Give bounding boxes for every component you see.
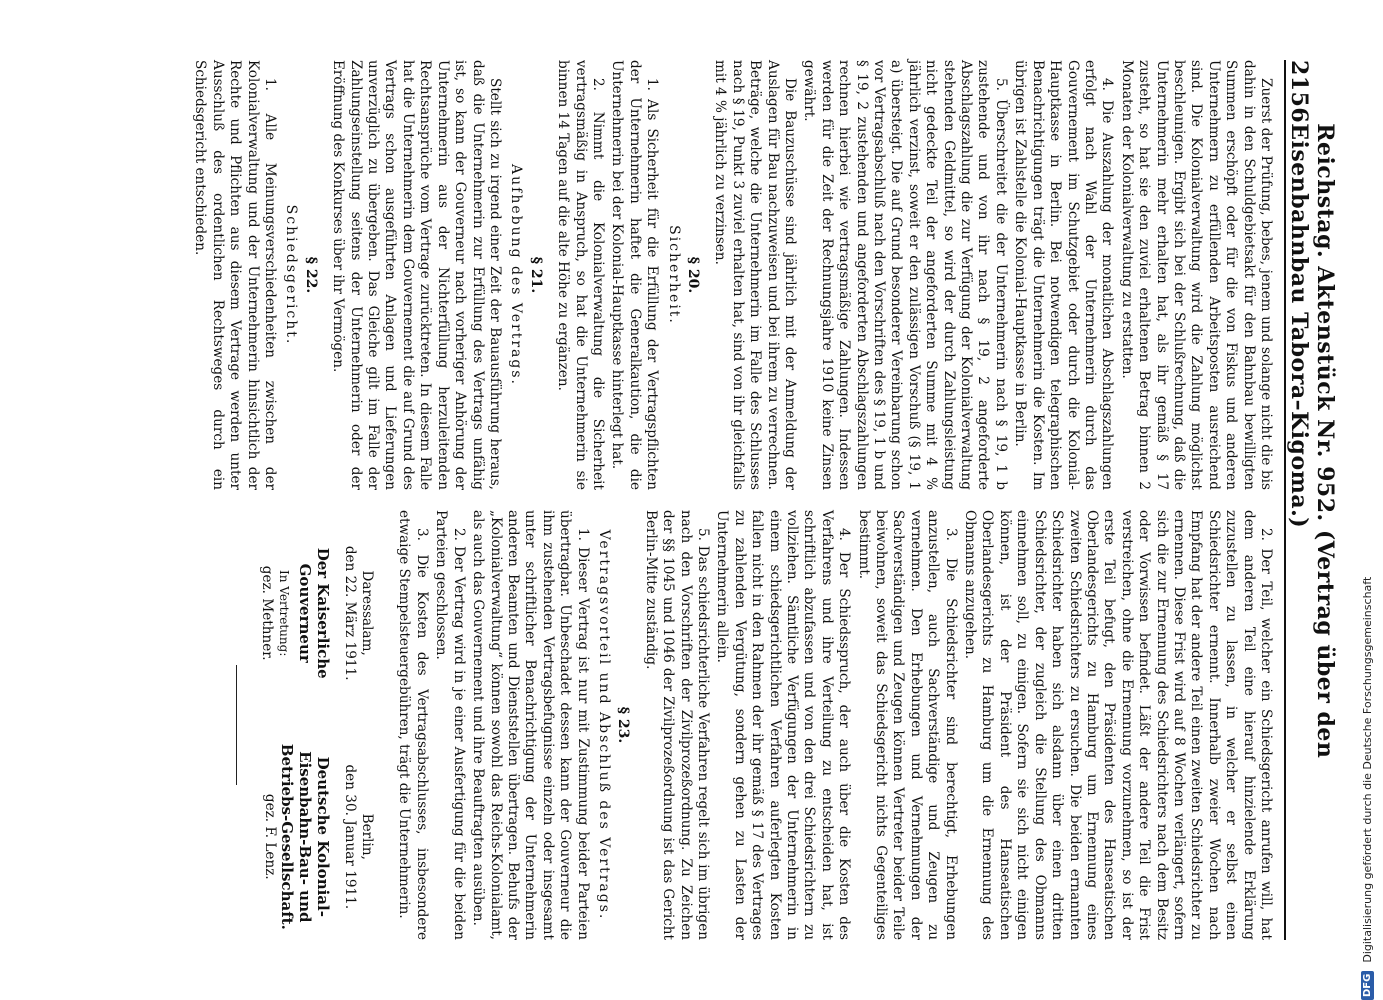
right-column	[236, 510, 1274, 940]
signature-block	[257, 510, 389, 940]
closing-rule	[236, 665, 237, 785]
rotated-page	[40, 0, 1340, 1000]
section-title-22: Schiedsgericht.	[283, 204, 300, 346]
section-number-21: § 21.	[527, 256, 544, 294]
paragraph: Stellt sich zu irgend einer Zeit der Bauausführung heraus, daß die Unternehmerin zur Erfüllung des Vertrags unfähig ist, so kann der Gouverneur nach vorheriger Anhörung der Unternehmerin aus der Nichterfüllung herzuleitenden Rechtsansprüche vom Vertrage zurücktreten. In diesem Falle hat die Unternehmerin dem Gouvernement die auf Grund des Vertrags schon ausgeführten Anlagen und Lieferungen unverzüglich zu übergeben. Das Gleiche gilt im Falle der Zahlungseinstellung seitens der Unternehmerin oder der Eröffnung des Konkurses über ihr Vermögen.	[330, 60, 503, 490]
page-title: Reichstag. Aktenstück Nr. 952. (Vertrag über den Eisenbahnbau Tabora–Kigoma.)	[1286, 123, 1338, 759]
section-title-21: Aufhebung des Vertrags.	[508, 164, 525, 386]
signatory-name-right: gez. F. Lenz.	[262, 793, 279, 880]
date-left: den 22. März 1911.	[341, 545, 358, 681]
paragraph: 5. Das schiedsrichterliche Verfahren regelt sich im übrigen nach den Vorschriften der Zivilprozeßordnung. Zu Zeichen der §§ 1045 und 1046 der Zivilprozeßordnung ist das Gericht Berlin-Mitte zuständig.	[642, 510, 711, 940]
page-header	[1284, 60, 1338, 940]
section-number-20: § 20.	[685, 256, 701, 294]
footer-text: Digitalisierung gefördert durch die Deutsche Forschungsgemeinschaft	[1360, 576, 1374, 963]
paragraph: 2. Der Teil, welcher ein Schiedsgericht anrufen will, hat dem anderen Teil eine hierauf hinzielende Erklärung zuzustellen zu lassen, in welcher er selbst einen Schiedsrichter ernennt. Innerhalb zweier Wochen nach Empfang hat der andere Teil einen zweiten Schiedsrichter zu ernennen. Diese Frist wird auf 8 Wochen verlängert, sofern sich die zur Ernennung des Schiedsrichters nach dem Besitz oder Vorwissen befindet. Läßt der andere Teil die Frist verstreichen, ohne die Ernennung vorzunehmen, so ist der erste Teil befugt, den Präsidenten des Hanseatischen Oberlandesgerichts zu Hamburg um Ernennung eines zweiten Schiedsrichters zu ersuchen. Die beiden ernannten Schiedsrichter haben sich alsdann über einen dritten Schiedsrichter, der zugleich die Stellung des Obmanns einnehmen soll, zu einigen. Sofern sie sich nicht einigen können, ist der Präsident des Hanseatischen Oberlandesgerichts zu Hamburg um die Ernennung des Obmanns anzugehen.	[962, 510, 1274, 940]
signature-right	[257, 734, 389, 940]
signatory-hint-left: In Vertretung:	[277, 570, 292, 657]
section-title-23: Vertragsvorteil und Abschluß des Vertrags.	[595, 529, 612, 921]
dfg-logo: DFG	[1361, 971, 1374, 1000]
signatory-name-left: gez. Methner.	[258, 565, 275, 661]
section-number-22: § 22.	[302, 256, 319, 294]
paragraph: Die Bauzuschüsse sind jährlich mit der Anmeldung der Auslagen für Bau nachzuweisen und bei ihrem zu verrechnen. Beträge, welche die Unternehmerin im Falle des Schlusses nach § 19, Punkt 3 zuviel erhalten hat, sind von ihr gleichfalls mit 4 % jährlich zu verzinsen.	[712, 60, 799, 490]
signatory-org-left: Der Kaiserliche Gouverneur	[296, 547, 333, 679]
section-number-23: § 23.	[615, 706, 632, 744]
signature-left	[257, 510, 389, 716]
paragraph: 1. Dieser Vertrag ist nur mit Zustimmung beider Parteien übertragbar. Unbeschadet dessen kann der Gouverneur die ihm zustehenden Vertragsbefugnisse einzeln oder insgesamt unter schriftlicher Benachrichtigung der Unternehmerin anderen Beamten und Dienststellen übertragen. Behufs der „Kolonialverwaltung“ können sowohl das Reichs-Kolonialamt, als auch das Gouvernement und ihre Beauftragten ausüben.	[470, 510, 591, 940]
place-left: Daressalam,	[359, 570, 376, 656]
digitization-footer	[1356, 0, 1378, 1000]
section-title-20: Sicherheit.	[665, 225, 682, 325]
paragraph: 4. Die Auszahlung der monatlichen Abschlagszahlungen erfolgt nach Wahl der Unternehmerin durch das Gouvernement im Schutzgebiet oder durch die Kolonial-Hauptkasse in Berlin. Bei notwendigen telegraphischen Benachrichtigungen trägt die Unternehmerin die Kosten. Im übrigen ist Zahlstelle die Kolonial-Hauptkasse in Berlin.	[1012, 60, 1116, 490]
place-right: Berlin,	[359, 813, 376, 860]
paragraph: 4. Der Schiedsspruch, der auch über die Kosten des Verfahrens und ihre Verteilung zu entscheiden hat, ist schriftlich abzufassen und von den drei Schiedsrichtern zu vollziehen. Sämtliche Verfügungen der Unternehmerin in einem schiedsgerichtlichen Verfahren auferlegten Kosten fallen nicht in den Rahmen der ihr gemäß § 17 des Vertrages zu zahlenden Vergütung, sondern gehen zu Lasten der Unternehmerin allein.	[714, 510, 853, 940]
paragraph: Zuerst der Prüfung, bebes, jenem und solange nicht die bis dahin in den Schuldgebietsakt für den Bahnbau bewilligten Summen erschöpft oder für die von Fiskus und anderen Unternehmern zu erfüllenden Arbeitsposten ausreichend sind. Die Kolonialverwaltung wird die Zahlung möglichst beschleunigen. Ergibt sich bei der Schlußrechnung, daß die Unternehmerin mehr erhalten hat, als ihr gemäß § 17 zusteht, so hat sie den zuviel erhaltenen Betrag binnen 2 Monaten der Kolonialverwaltung zu erstatten.	[1118, 60, 1274, 490]
paragraph: 2. Der Vertrag wird in je einer Ausfertigung für die beiden Parteien geschlossen.	[433, 510, 467, 940]
paragraph: 1. Als Sicherheit für die Erfüllung der Vertragspflichten der Unternehmerin haftet die Generalkaution, die die Unternehmerin bei der Kolonial-Hauptkasse hinterlegt hat.	[609, 60, 661, 490]
paragraph: 3. Die Schiedsrichter sind berechtigt, Erhebungen anzustellen, auch Sachverständige und Zeugen zu vernehmen. Den Erhebungen und Vernehmungen der Sachverständigen und Zeugen können Vertreter beider Teile beiwohnen, soweit das Schiedsgericht nichts Gegenteiliges bestimmt.	[855, 510, 959, 940]
paragraph: 5. Überschreitet die der Unternehmerin nach § 19, 1 b zustehende und von ihr nach § 19, 2 angeforderte Abschlagszahlung die zur Verfügung der Kolonialverwaltung stehenden Geldmittel, so wird der durch Zahlungsleistung nicht gedeckte Teil der angeforderten Summe mit 4 % jährlich verzinst, soweit er den zulässigen Vorschuß (§ 19, 1 a) übersteigt. Die auf Grund besonderer Vereinbarung schon vor Vertragsabschluß nach den Vorschriften des § 19, 1 b und § 19, 2 zustehenden und angeforderten Abschlagszahlungen rechnen hierbei wie vertragsmäßige Zahlungen. Indessen werden für die Zeit der Rechnungsjahre 1910 keine Zinsen gewährt.	[801, 60, 1009, 490]
date-right: den 30. Januar 1911.	[341, 764, 358, 910]
page-number: 2156	[1286, 60, 1312, 124]
left-column	[189, 60, 1274, 490]
signatory-org-right: Deutsche Kolonial-Eisenbahn-Bau- und Betriebs-Gesellschaft.	[278, 743, 333, 930]
paragraph: 3. Die Kosten des Vertragsabschlusses, insbesondere etwaige Stempelsteuergebühren, trägt die Unternehmerin.	[396, 510, 430, 940]
paragraph: 2. Nimmt die Kolonialverwaltung die Sicherheit vertragsmäßig in Anspruch, so hat die Unternehmerin sie binnen 14 Tagen auf die alte Höhe zu ergänzen.	[555, 60, 606, 490]
paragraph: 1. Alle Meinungsverschiedenheiten zwischen der Kolonialverwaltung und der Unternehmerin hinsichtlich der Rechte und Pflichten aus diesem Vertrage werden unter Ausschluß des ordentlichen Rechtsweges durch ein Schiedsgericht entschieden.	[192, 60, 279, 490]
